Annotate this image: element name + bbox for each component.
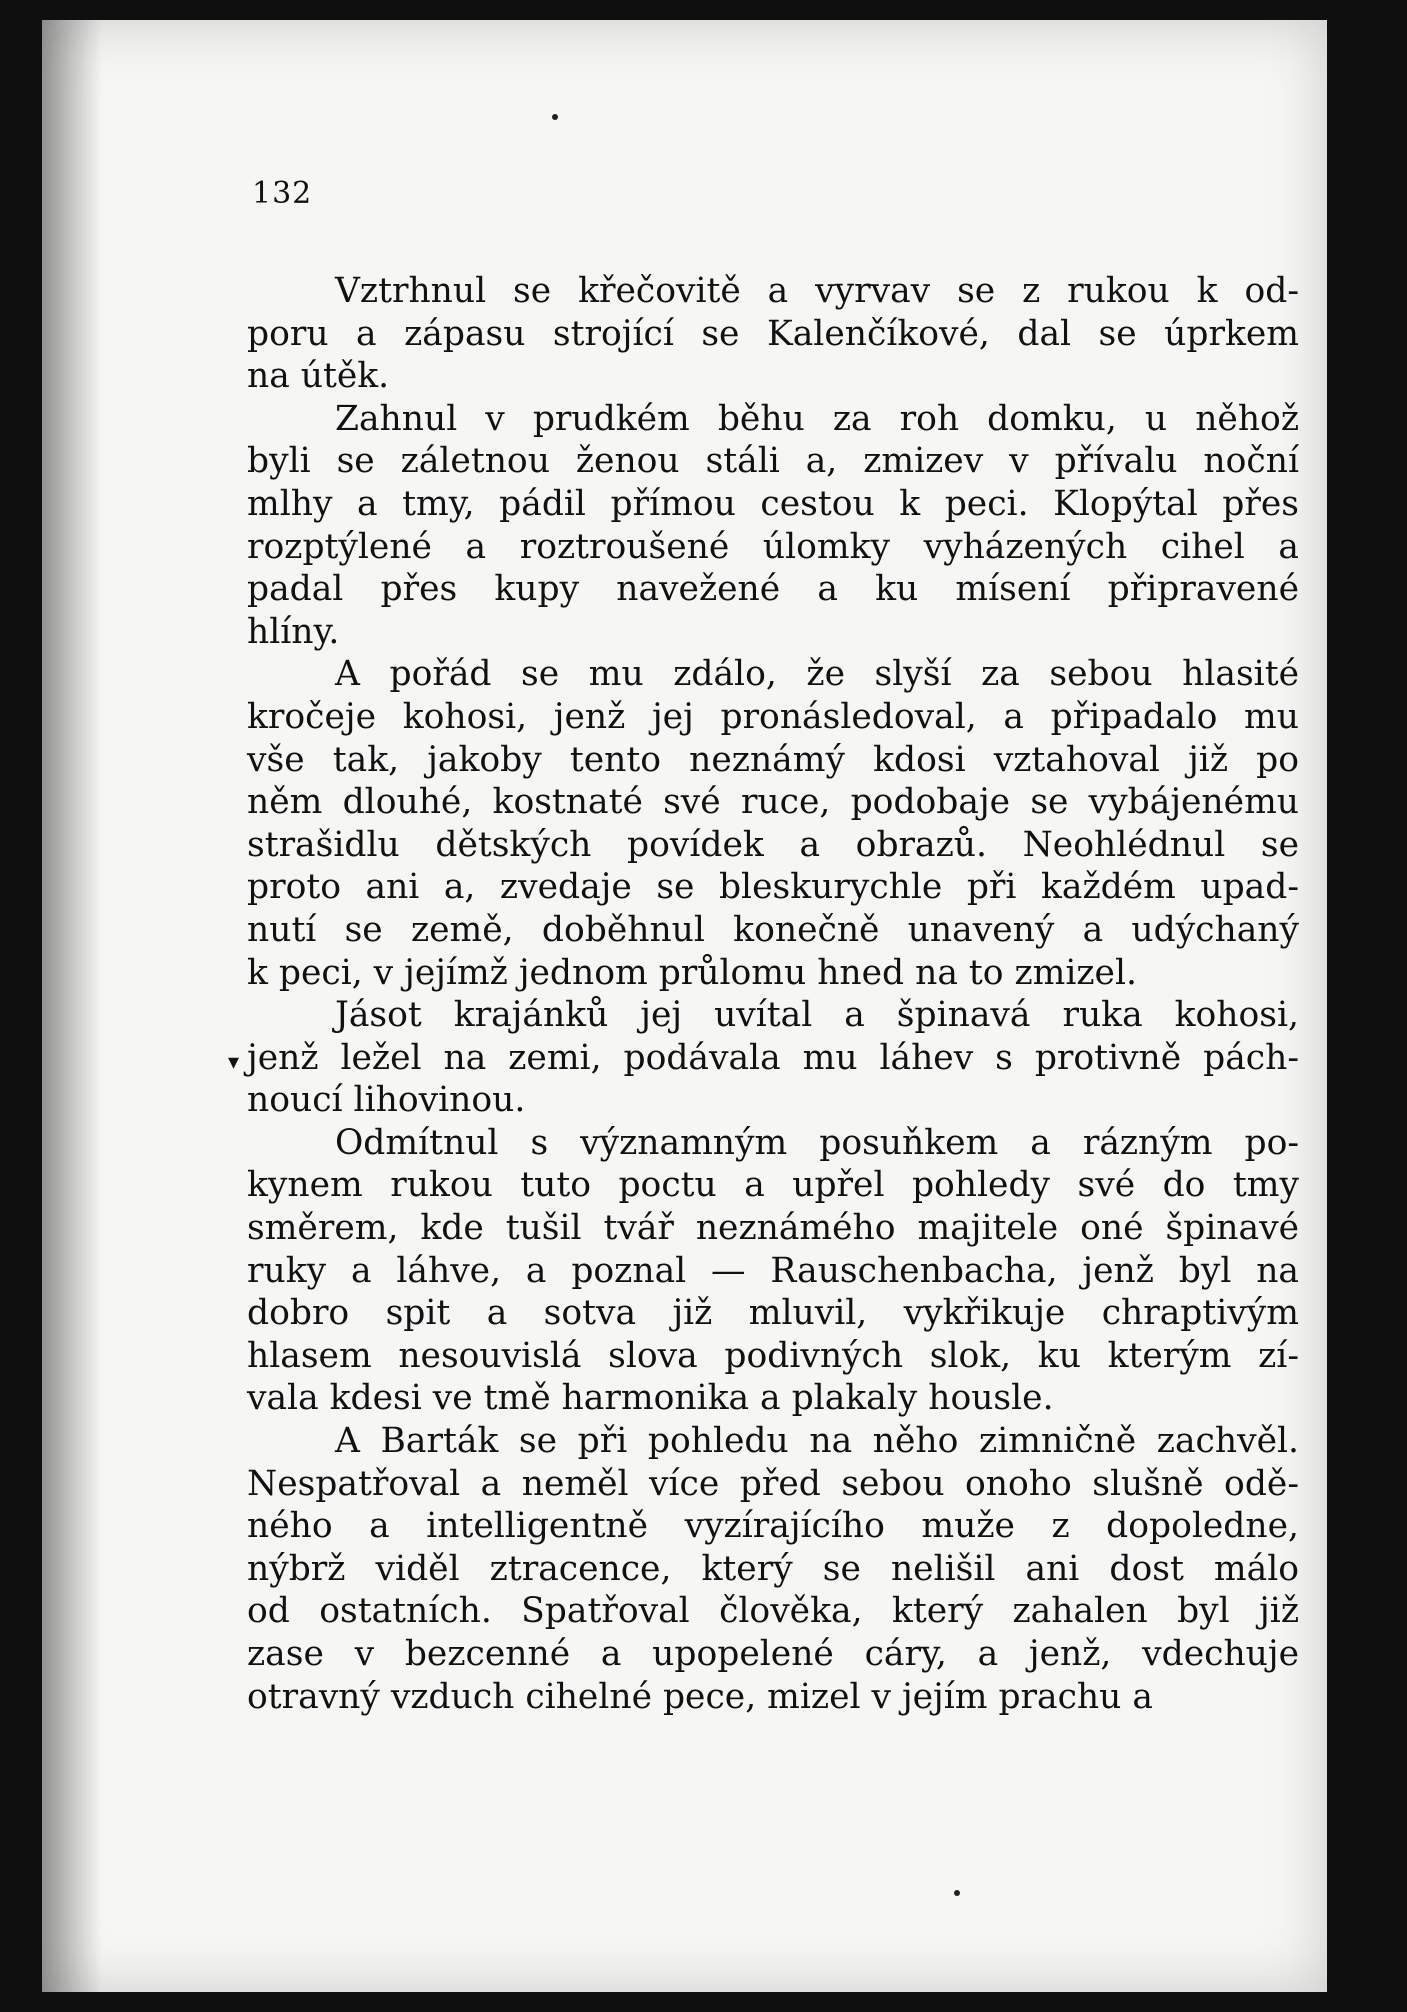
text-line: A Barták se při pohledu na něho zimničně zachvěl.	[335, 1421, 1299, 1462]
text-line: hlíny.	[247, 611, 340, 652]
paragraph	[247, 1420, 1299, 1718]
print-speck	[552, 114, 558, 120]
text-line: poru a zápasu strojící se Kalenčíkové, dal se úprkem	[247, 313, 1299, 354]
text-line: jenž ležel na zemi, podávala mu láhev s protivně pách-	[247, 1037, 1299, 1078]
text-line: otravný vzduch cihelné pece, mizel v jejím prachu a	[247, 1676, 1153, 1717]
text-line: byli se záletnou ženou stáli a, zmizev v přívalu noční	[247, 441, 1299, 482]
text-line: na útěk.	[247, 356, 390, 397]
text-line: Zahnul v prudkém běhu za roh domku, u něhož	[335, 398, 1299, 439]
text-line: kročeje kohosi, jenž jej pronásledoval, a připadalo mu	[247, 696, 1299, 737]
text-line: ruky a láhve, a poznal — Rauschenbacha, jenž byl na	[247, 1250, 1299, 1291]
text-line: dobro spit a sotva již mluvil, vykřikuje chraptivým	[247, 1293, 1299, 1334]
text-line: rozptýlené a roztroušené úlomky vyházených cihel a	[247, 526, 1299, 567]
paragraph	[247, 398, 1299, 654]
paragraph	[247, 1122, 1299, 1420]
paragraph	[247, 653, 1299, 994]
text-line: Nespatřoval a neměl více před sebou onoho slušně odě-	[247, 1463, 1299, 1504]
text-line: od ostatních. Spatřoval člověka, který zahalen byl již	[247, 1591, 1299, 1632]
text-line: noucí lihovinou.	[247, 1080, 526, 1121]
text-line: zase v bezcenné a upopelené cáry, a jenž, vdechuje	[247, 1634, 1299, 1674]
text-line: vše tak, jakoby tento neznámý kdosi vztahoval již po	[247, 739, 1299, 780]
text-line: padal přes kupy navežené a ku mísení připravené	[247, 569, 1299, 610]
body-text	[247, 270, 1299, 1718]
text-line: vala kdesi ve tmě harmonika a plakaly housle.	[247, 1378, 1054, 1419]
text-line: Jásot krajánků jej uvítal a špinavá ruka kohosi,	[335, 995, 1299, 1036]
print-mark: ▾	[228, 1050, 240, 1075]
print-speck	[954, 1890, 960, 1896]
text-line: k peci, v jejímž jednom průlomu hned na to zmizel.	[247, 952, 1137, 993]
paragraph	[247, 994, 1299, 1122]
text-line: mlhy a tmy, pádil přímou cestou k peci. Klopýtal přes	[247, 483, 1299, 524]
paragraph	[247, 270, 1299, 398]
text-line: ného a intelligentně vyzírajícího muže z dopoledne,	[247, 1506, 1299, 1547]
text-line: něm dlouhé, kostnaté své ruce, podobaje se vybájenému	[247, 782, 1299, 823]
page-number: 132	[252, 176, 313, 211]
text-line: Odmítnul s významným posuňkem a rázným po-	[335, 1122, 1299, 1163]
book-page	[42, 20, 1327, 1992]
text-line: Vztrhnul se křečovitě a vyrvav se z rukou k od-	[335, 271, 1299, 311]
text-line: proto ani a, zvedaje se bleskurychle při každém upad-	[247, 867, 1299, 908]
text-line: směrem, kde tušil tvář neznámého majitele oné špinavé	[247, 1208, 1299, 1249]
page-shadow-edge	[42, 20, 102, 1992]
text-line: strašidlu dětských povídek a obrazů. Neohlédnul se	[247, 824, 1299, 865]
text-line: kynem rukou tuto poctu a upřel pohledy své do tmy	[247, 1165, 1299, 1206]
text-line: nutí se země, doběhnul konečně unavený a udýchaný	[247, 909, 1299, 950]
text-line: A pořád se mu zdálo, že slyší za sebou hlasité	[335, 654, 1299, 695]
text-line: nýbrž viděl ztracence, který se nelišil ani dost málo	[247, 1548, 1299, 1589]
text-line: hlasem nesouvislá slova podivných slok, ku kterým zí-	[247, 1335, 1299, 1376]
